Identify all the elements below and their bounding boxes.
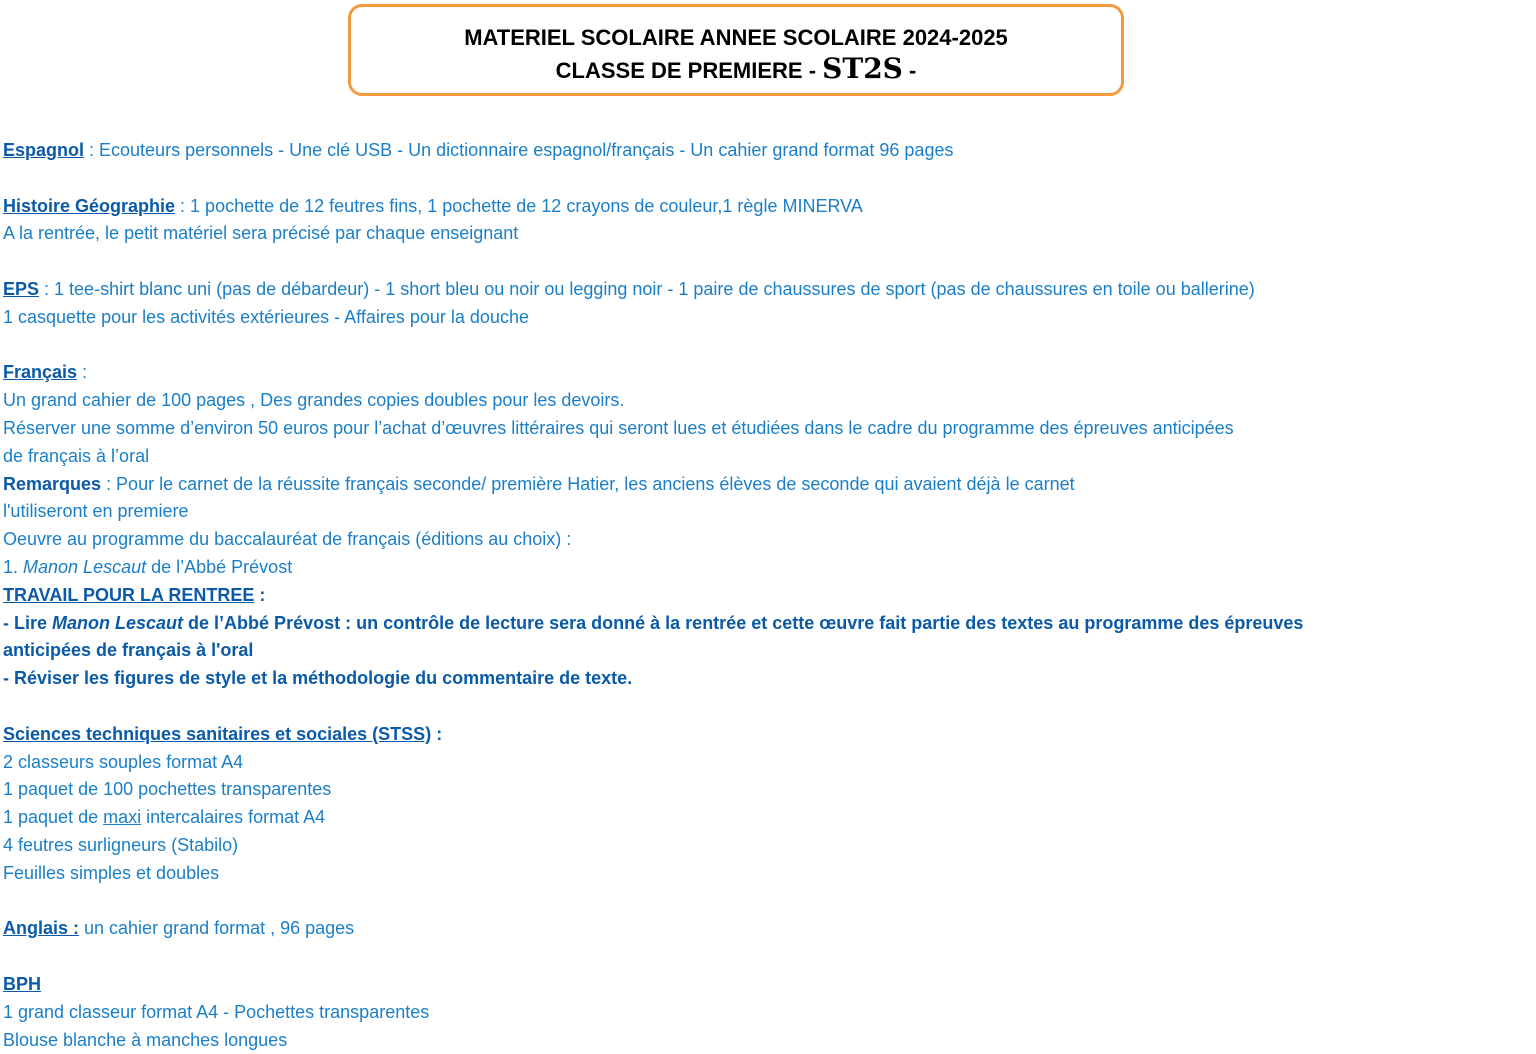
- stss-heading-suffix: :: [431, 724, 442, 744]
- remarques-text: : Pour le carnet de la réussite français seconde/ première Hatier, les anciens élèves de seconde qui avaient déjà le carnet: [101, 474, 1075, 494]
- histoire-line2: A la rentrée, le petit matériel sera précisé par chaque enseignant: [3, 220, 1523, 248]
- supply-list: [3, 137, 1523, 1054]
- spacer: [3, 693, 1523, 721]
- stss-item: [3, 804, 1523, 832]
- francais-oeuvre: [3, 554, 1523, 582]
- bph-item: 1 grand classeur format A4 - Pochettes transparentes: [3, 999, 1523, 1027]
- stss-item3-maxi: maxi: [103, 807, 141, 827]
- histoire-line: [3, 193, 1523, 221]
- oeuvre-suffix: de l’Abbé Prévost: [146, 557, 292, 577]
- anglais-line: [3, 915, 1523, 943]
- class-title: [351, 53, 1121, 87]
- stss-item: 1 paquet de 100 pochettes transparentes: [3, 776, 1523, 804]
- class-title-dash: -: [903, 58, 916, 83]
- espagnol-heading: Espagnol: [3, 140, 84, 160]
- eps-text: : 1 tee-shirt blanc uni (pas de débardeur) - 1 short bleu ou noir ou legging noir - 1 paire de chaussures de sport (pas de chaussures en toile ou ballerine): [39, 279, 1255, 299]
- francais-heading: Français: [3, 362, 77, 382]
- travail1-prefix: - Lire: [3, 613, 52, 633]
- travail-heading-line: [3, 582, 1523, 610]
- class-title-section: ST2S: [822, 52, 903, 85]
- stss-item: 2 classeurs souples format A4: [3, 749, 1523, 777]
- francais-heading-line: [3, 359, 1523, 387]
- oeuvre-title: Manon Lescaut: [23, 557, 146, 577]
- bph-heading: BPH: [3, 974, 41, 994]
- oeuvre-prefix: 1.: [3, 557, 23, 577]
- histoire-text: : 1 pochette de 12 feutres fins, 1 pochette de 12 crayons de couleur,1 règle MINERVA: [175, 196, 863, 216]
- francais-line6: Oeuvre au programme du baccalauréat de français (éditions au choix) :: [3, 526, 1523, 554]
- francais-heading-suffix: :: [77, 362, 87, 382]
- title-box: [348, 4, 1124, 96]
- travail1-title: Manon Lescaut: [52, 613, 183, 633]
- class-title-dash: -: [809, 58, 822, 83]
- stss-heading-line: [3, 721, 1523, 749]
- spacer: [3, 332, 1523, 360]
- travail-item2: - Réviser les figures de style et la méthodologie du commentaire de texte.: [3, 665, 1523, 693]
- stss-item: 4 feutres surligneurs (Stabilo): [3, 832, 1523, 860]
- travail-heading: TRAVAIL POUR LA RENTREE: [3, 585, 254, 605]
- histoire-heading: Histoire Géographie: [3, 196, 175, 216]
- travail-item1: [3, 610, 1523, 638]
- stss-item3-suffix: intercalaires format A4: [141, 807, 325, 827]
- spacer: [3, 888, 1523, 916]
- francais-line5: l'utiliseront en premiere: [3, 498, 1523, 526]
- eps-heading: EPS: [3, 279, 39, 299]
- francais-line3: de français à l’oral: [3, 443, 1523, 471]
- francais-remarques: [3, 471, 1523, 499]
- eps-line: [3, 276, 1523, 304]
- anglais-text: un cahier grand format , 96 pages: [79, 918, 354, 938]
- document-title: MATERIEL SCOLAIRE ANNEE SCOLAIRE 2024-2025: [351, 23, 1121, 53]
- francais-line2: Réserver une somme d’environ 50 euros pour l’achat d’œuvres littéraires qui seront lues et étudiées dans le cadre du programme des épreuves anticipées: [3, 415, 1523, 443]
- spacer: [3, 943, 1523, 971]
- stss-item: Feuilles simples et doubles: [3, 860, 1523, 888]
- travail-heading-suffix: :: [254, 585, 265, 605]
- bph-heading-line: [3, 971, 1523, 999]
- francais-line1: Un grand cahier de 100 pages , Des grandes copies doubles pour les devoirs.: [3, 387, 1523, 415]
- bph-item: Blouse blanche à manches longues: [3, 1027, 1523, 1054]
- anglais-heading: Anglais :: [3, 918, 79, 938]
- espagnol-line: [3, 137, 1523, 165]
- class-title-prefix: CLASSE DE PREMIERE: [556, 58, 809, 83]
- stss-item3-prefix: 1 paquet de: [3, 807, 103, 827]
- spacer: [3, 165, 1523, 193]
- spacer: [3, 248, 1523, 276]
- eps-line2: 1 casquette pour les activités extérieures - Affaires pour la douche: [3, 304, 1523, 332]
- espagnol-text: : Ecouteurs personnels - Une clé USB - Un dictionnaire espagnol/français - Un cahier grand format 96 pages: [84, 140, 953, 160]
- remarques-label: Remarques: [3, 474, 101, 494]
- stss-heading: Sciences techniques sanitaires et sociales (STSS): [3, 724, 431, 744]
- travail-item1-line2: anticipées de français à l'oral: [3, 637, 1523, 665]
- travail1-suffix: de l’Abbé Prévost : un contrôle de lecture sera donné à la rentrée et cette œuvre fait partie des textes au programme des épreuves: [183, 613, 1303, 633]
